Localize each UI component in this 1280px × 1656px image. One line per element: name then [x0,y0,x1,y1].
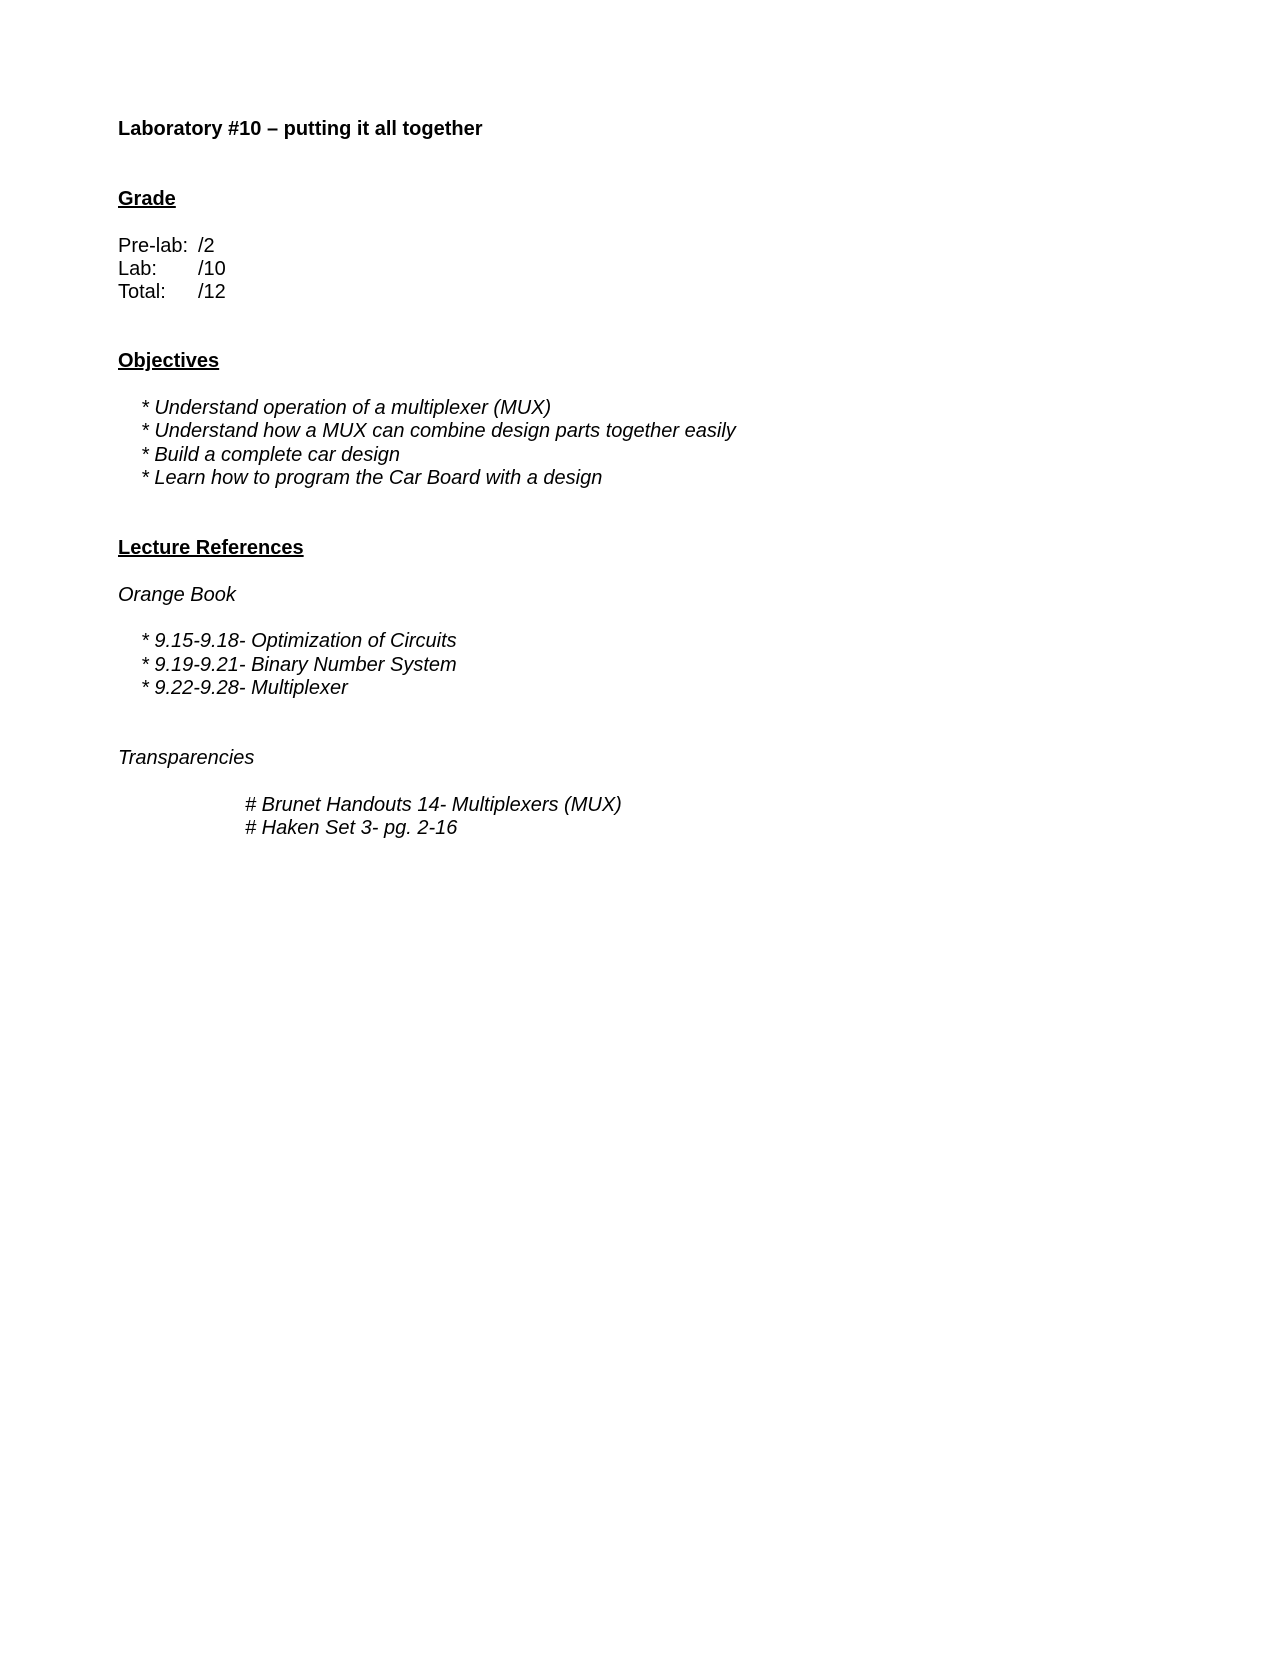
grade-label: Total: [118,281,166,303]
orange-book-label: Orange Book [118,584,236,606]
objective-item: * Learn how to program the Car Board with a design [141,467,603,489]
grade-heading: Grade [118,188,176,210]
grade-row-lab [118,257,226,281]
orange-book-item: * 9.15-9.18- Optimization of Circuits [141,630,457,652]
objectives-heading: Objectives [118,350,220,372]
grade-row-total [118,280,226,304]
grade-label: Lab: [118,258,157,280]
objective-item: * Understand how a MUX can combine design parts together easily [141,420,736,442]
grade-value: /10 [198,258,226,280]
transparencies-label: Transparencies [118,747,255,769]
transparency-item: # Haken Set 3- pg. 2-16 [245,817,458,839]
transparency-item: # Brunet Handouts 14- Multiplexers (MUX) [245,794,622,816]
grade-value: /12 [198,281,226,303]
grade-row-prelab [118,234,215,258]
objective-item: * Build a complete car design [141,444,401,466]
grade-value: /2 [198,235,215,257]
orange-book-item: * 9.22-9.28- Multiplexer [141,677,348,699]
document-title: Laboratory #10 – putting it all together [118,118,483,140]
grade-label: Pre-lab: [118,235,189,257]
lecture-references-heading: Lecture References [118,537,304,559]
objective-item: * Understand operation of a multiplexer (MUX) [141,397,552,419]
orange-book-item: * 9.19-9.21- Binary Number System [141,654,457,676]
